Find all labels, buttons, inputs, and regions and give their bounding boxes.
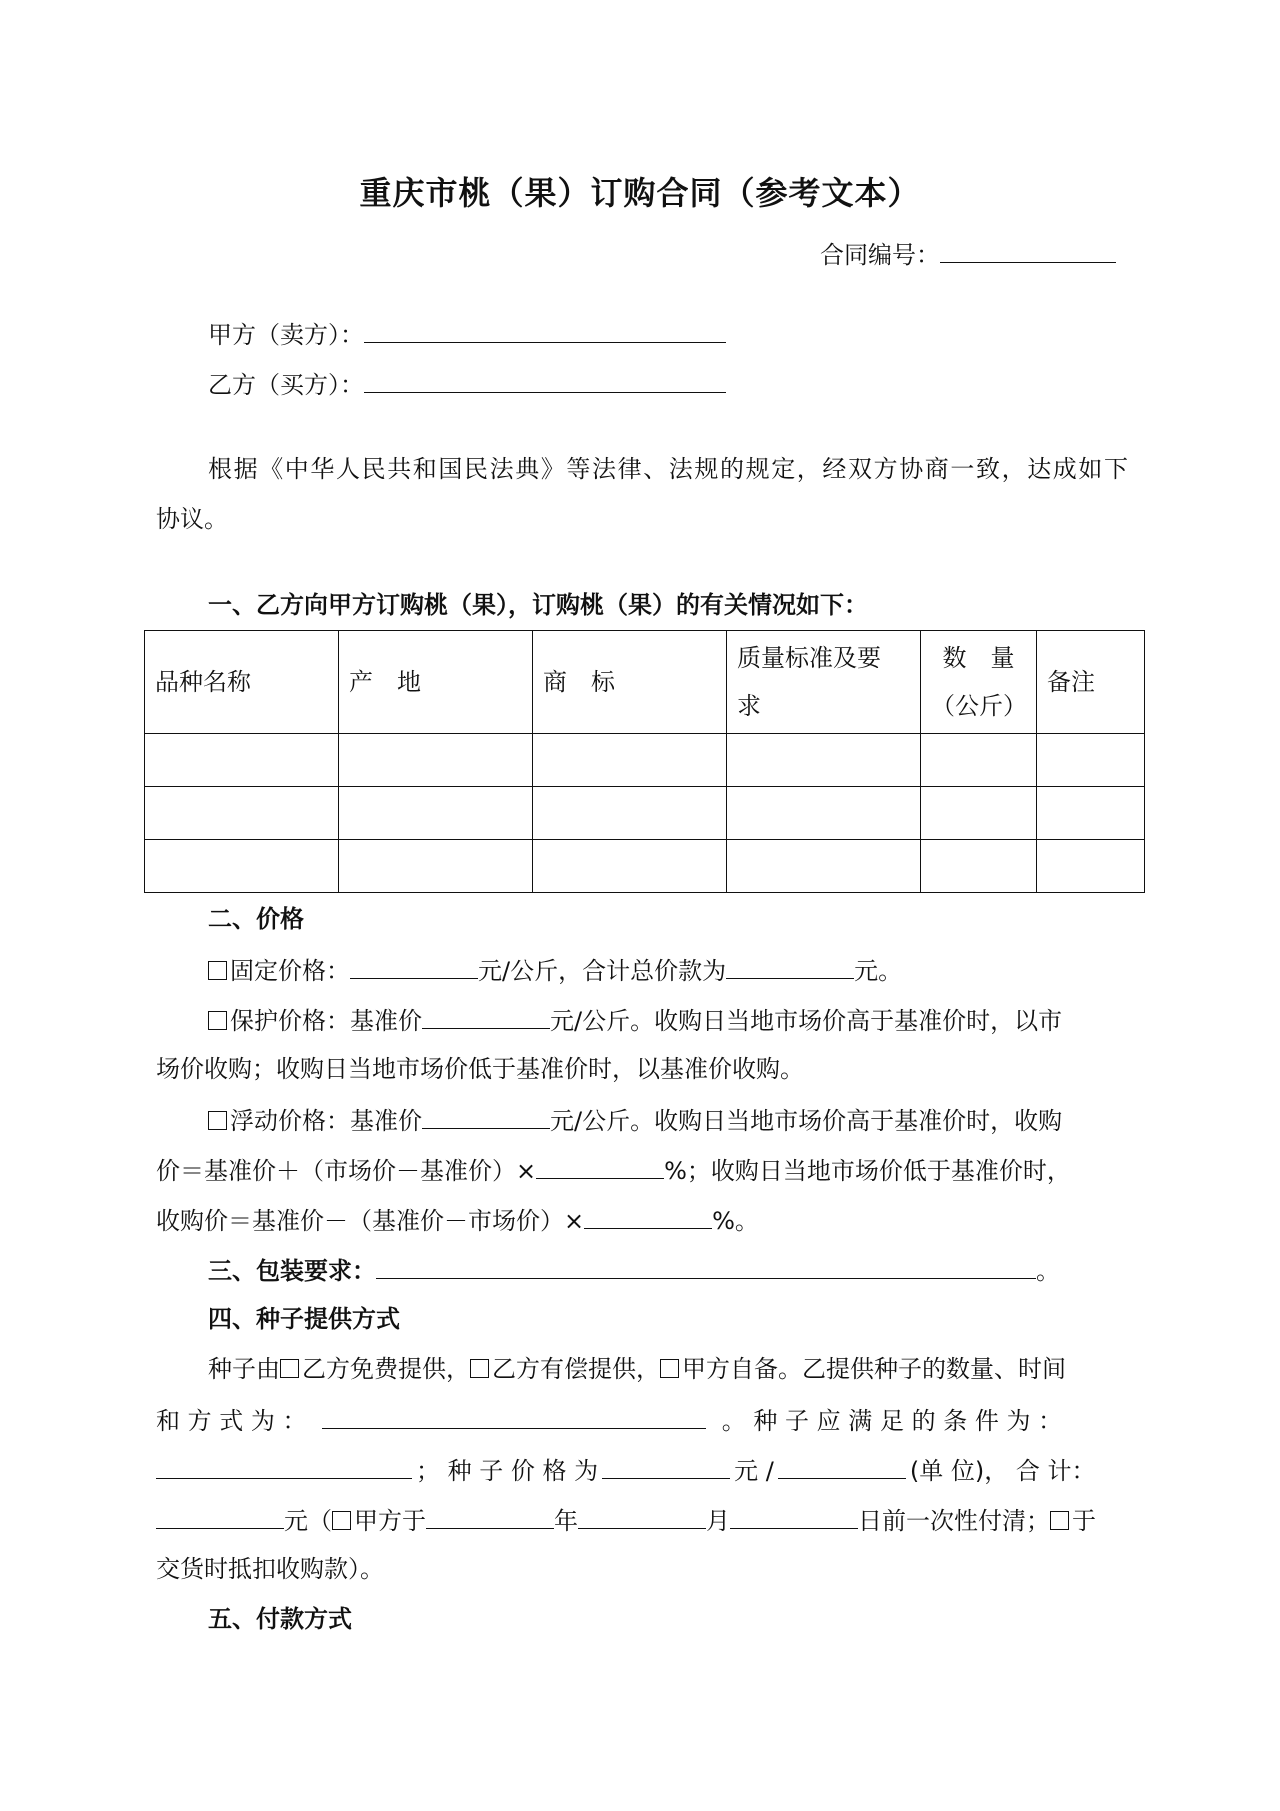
float-price-base-field[interactable] — [422, 1102, 550, 1129]
float-price-row — [208, 1102, 1062, 1138]
party-b-row — [208, 366, 726, 402]
header-brand: 商 标 — [533, 631, 727, 734]
party-a-row — [208, 316, 726, 352]
seed-pay-day-field[interactable] — [730, 1502, 858, 1529]
contract-number-row — [820, 236, 1116, 272]
seed-total-field[interactable] — [156, 1502, 284, 1529]
table-cell[interactable] — [339, 787, 533, 840]
table-cell[interactable] — [921, 840, 1037, 893]
header-quantity-line2: （公斤） — [931, 692, 1027, 720]
protect-price-checkbox[interactable] — [208, 1011, 227, 1030]
seed-line-2-b: 。 种 子 应 满 足 的 条 件 为 ： — [721, 1407, 1063, 1435]
header-quality-line1: 质量标准及要 — [737, 644, 881, 672]
party-a-field[interactable] — [364, 316, 726, 343]
protect-price-text: 元/公斤。收购日当地市场价高于基准价时，以市 — [550, 1007, 1063, 1035]
protect-price-label: 保护价格：基准价 — [230, 1007, 422, 1035]
seed-paid-checkbox[interactable] — [470, 1359, 489, 1378]
table-row — [145, 734, 1145, 787]
seed-line-1 — [208, 1352, 1066, 1386]
table-cell[interactable] — [727, 787, 921, 840]
table-cell[interactable] — [1037, 787, 1145, 840]
section-3-heading: 三、包装要求： — [208, 1257, 376, 1285]
seed-line-3-b: 元 / — [734, 1457, 774, 1485]
table-cell[interactable] — [727, 734, 921, 787]
seed-line-2-a: 和 方 式 为 ： — [156, 1407, 307, 1435]
table-cell[interactable] — [339, 734, 533, 787]
section-3-end: 。 — [1036, 1257, 1060, 1285]
party-a-label: 甲方（卖方）： — [208, 321, 364, 349]
seed-line-4-b: 甲方于 — [354, 1507, 426, 1535]
float-price-line-3 — [156, 1202, 759, 1238]
header-variety: 品种名称 — [145, 631, 339, 734]
float-price-down-percent-field[interactable] — [584, 1202, 712, 1229]
protect-price-line-2: 场价收购；收购日当地市场价低于基准价时，以基准价收购。 — [156, 1055, 804, 1083]
seed-line-4-f: 于 — [1072, 1507, 1096, 1535]
seed-line-4-e: 日前一次性付清； — [858, 1507, 1050, 1535]
header-origin: 产 地 — [339, 631, 533, 734]
table-cell[interactable] — [145, 787, 339, 840]
seed-line-5: 交货时抵扣收购款）。 — [156, 1555, 384, 1583]
table-cell[interactable] — [339, 840, 533, 893]
float-price-checkbox[interactable] — [208, 1111, 227, 1130]
table-cell[interactable] — [533, 734, 727, 787]
fixed-price-checkbox[interactable] — [208, 961, 227, 980]
float-price-formula-up-end: %；收购日当地市场价低于基准价时， — [664, 1157, 1071, 1185]
seed-line-1-d: 甲方自备。乙提供种子的数量、时间 — [682, 1355, 1066, 1383]
section-3-row — [208, 1252, 1060, 1288]
fixed-price-label: 固定价格： — [230, 957, 350, 985]
preamble-line-1: 根据《中华人民共和国民法典》等法律、法规的规定，经双方协商一致，达成如下 — [208, 455, 1128, 483]
fixed-price-row — [208, 952, 902, 988]
party-b-field[interactable] — [364, 366, 726, 393]
seed-line-1-b: 乙方免费提供， — [302, 1355, 470, 1383]
seed-free-checkbox[interactable] — [280, 1359, 299, 1378]
fixed-price-text: 元/公斤，合计总价款为 — [478, 957, 727, 985]
preamble-line-2: 协议。 — [156, 505, 228, 533]
packaging-field[interactable] — [376, 1252, 1036, 1279]
float-price-line-2 — [156, 1152, 1071, 1188]
seed-line-3-a: ； 种 子 价 格 为 — [416, 1457, 599, 1485]
fixed-price-end: 元。 — [854, 957, 903, 985]
table-cell[interactable] — [727, 840, 921, 893]
seed-unit-field[interactable] — [778, 1452, 906, 1479]
header-remarks: 备注 — [1037, 631, 1145, 734]
section-5-heading: 五、付款方式 — [208, 1605, 352, 1633]
seed-pay-before-checkbox[interactable] — [332, 1511, 351, 1530]
float-price-up-percent-field[interactable] — [536, 1152, 664, 1179]
table-cell[interactable] — [533, 787, 727, 840]
seed-line-4 — [156, 1502, 1096, 1538]
table-cell[interactable] — [1037, 840, 1145, 893]
header-quality-line2: 求 — [737, 692, 761, 720]
table-cell[interactable] — [145, 840, 339, 893]
seed-pay-year-field[interactable] — [426, 1502, 554, 1529]
order-table — [144, 630, 1145, 893]
float-price-formula-down-end: %。 — [712, 1207, 759, 1235]
table-header-row — [145, 631, 1145, 734]
section-2-heading: 二、价格 — [208, 905, 304, 933]
seed-self-checkbox[interactable] — [660, 1359, 679, 1378]
table-cell[interactable] — [533, 840, 727, 893]
header-quantity — [921, 631, 1037, 734]
seed-deduct-checkbox[interactable] — [1050, 1511, 1069, 1530]
seed-line-4-d: 月 — [706, 1507, 730, 1535]
header-quantity-line1: 数 量 — [942, 644, 1015, 672]
table-cell[interactable] — [145, 734, 339, 787]
seed-line-1-a: 种子由 — [208, 1355, 280, 1383]
seed-line-3-c: (单 位)， 合 计： — [909, 1457, 1096, 1485]
float-price-label: 浮动价格：基准价 — [230, 1107, 422, 1135]
table-row — [145, 787, 1145, 840]
float-price-formula-up: 价＝基准价＋（市场价－基准价）× — [156, 1157, 537, 1185]
protect-price-row — [208, 1002, 1062, 1038]
table-cell[interactable] — [921, 787, 1037, 840]
fixed-price-total-field[interactable] — [726, 952, 854, 979]
seed-line-4-c: 年 — [554, 1507, 578, 1535]
contract-number-field[interactable] — [940, 236, 1116, 263]
contract-number-label: 合同编号： — [820, 241, 940, 269]
table-cell[interactable] — [1037, 734, 1145, 787]
seed-price-field[interactable] — [602, 1452, 730, 1479]
seed-method-field[interactable] — [322, 1402, 706, 1429]
fixed-price-unit-field[interactable] — [350, 952, 478, 979]
table-cell[interactable] — [921, 734, 1037, 787]
protect-price-base-field[interactable] — [422, 1002, 550, 1029]
float-price-text: 元/公斤。收购日当地市场价高于基准价时，收购 — [550, 1107, 1063, 1135]
seed-line-4-a: 元（ — [284, 1507, 332, 1535]
party-b-label: 乙方（买方）： — [208, 371, 364, 399]
seed-line-1-c: 乙方有偿提供， — [492, 1355, 660, 1383]
seed-line-2 — [156, 1402, 1128, 1438]
section-4-heading: 四、种子提供方式 — [208, 1305, 400, 1333]
float-price-formula-down: 收购价＝基准价－（基准价－市场价）× — [156, 1207, 585, 1235]
table-row — [145, 840, 1145, 893]
header-quality — [727, 631, 921, 734]
seed-pay-month-field[interactable] — [578, 1502, 706, 1529]
document-title: 重庆市桃（果）订购合同（参考文本） — [359, 174, 921, 212]
seed-condition-field[interactable] — [156, 1452, 412, 1479]
seed-line-3 — [156, 1452, 1096, 1488]
section-1-heading: 一、乙方向甲方订购桃（果），订购桃（果）的有关情况如下： — [208, 591, 868, 619]
